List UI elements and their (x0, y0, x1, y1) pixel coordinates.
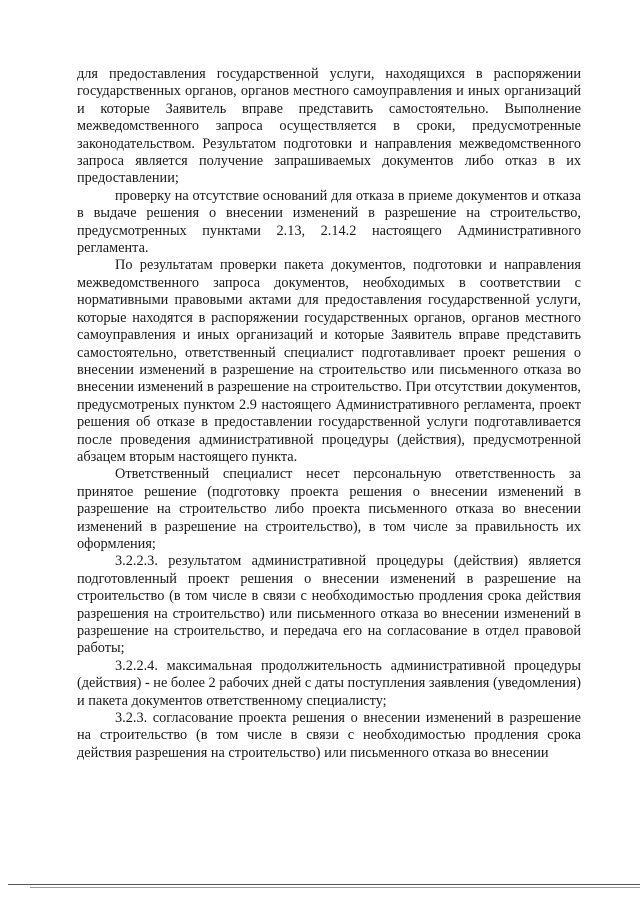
document-body (77, 66, 581, 762)
paragraph-6: 3.2.2.4. максимальная продолжительность административной процедуры (действия) - не более 2 рабочих дней с даты поступления заявления (уведомления) и пакета документов ответственному специалисту; (77, 657, 581, 709)
paragraph-3: По результатам проверки пакета документов, подготовки и направления межведомственного запроса документов, необходимых в соответствии с нормативными правовыми актами для предоставления государственной услуги, которые находятся в распоряжении государственных органов, органов местного самоуправления и иных организаций и которые Заявитель вправе представить самостоятельно, ответственный специалист подготавливает проект решения о внесении изменений в разрешение на строительство или письменного отказа во внесении изменений в разрешение на строительство. При отсутствии документов, предусмотреных пунктом 2.9 настоящего Административного регламента, проект решения об отказе в предоставлении государственной услуги подготавливается после проведения административной процедуры (действия), предусмотренной абзацем вторым настоящего пункта. (77, 257, 581, 465)
footer-rule-secondary (30, 887, 640, 888)
paragraph-4: Ответственный специалист несет персональную ответственность за принятое решение (подготовку проекта решения о внесении изменений в разрешение на строительство либо проекта письменного отказа во внесении изменений в разрешение на строительство), в том числе за правильность их оформления; (77, 466, 581, 552)
paragraph-1: для предоставления государственной услуги, находящихся в распоряжении государственных органов, органов местного самоуправления и иных организаций и которые Заявитель вправе представить самостоятельно. Выполнение межведомственного запроса осуществляется в сроки, предусмотренные законодательством. Результатом подготовки и направления межведомственного запроса является получение запрашиваемых документов либо отказ в их предоставлении; (77, 66, 581, 187)
paragraph-2: проверку на отсутствие оснований для отказа в приеме документов и отказа в выдаче решения о внесении изменений в разрешение на строительство, предусмотренных пунктами 2.13, 2.14.2 настоящего Административного регламента. (77, 187, 581, 257)
paragraph-7: 3.2.3. согласование проекта решения о внесении изменений в разрешение на строительство (в том числе в связи с необходимостью продления срока действия разрешения на строительство) или письменного отказа во внесении (77, 710, 581, 761)
paragraph-5: 3.2.2.3. результатом административной процедуры (действия) является подготовленный проект решения о внесении изменений в разрешение на строительство (в том числе в связи с необходимостью продления срока действия разрешения на строительство) или письменного отказа во внесении изменений в разрешение на строительство, и передача его на согласование в отдел правовой работы; (77, 553, 581, 657)
footer-rule (8, 884, 640, 885)
